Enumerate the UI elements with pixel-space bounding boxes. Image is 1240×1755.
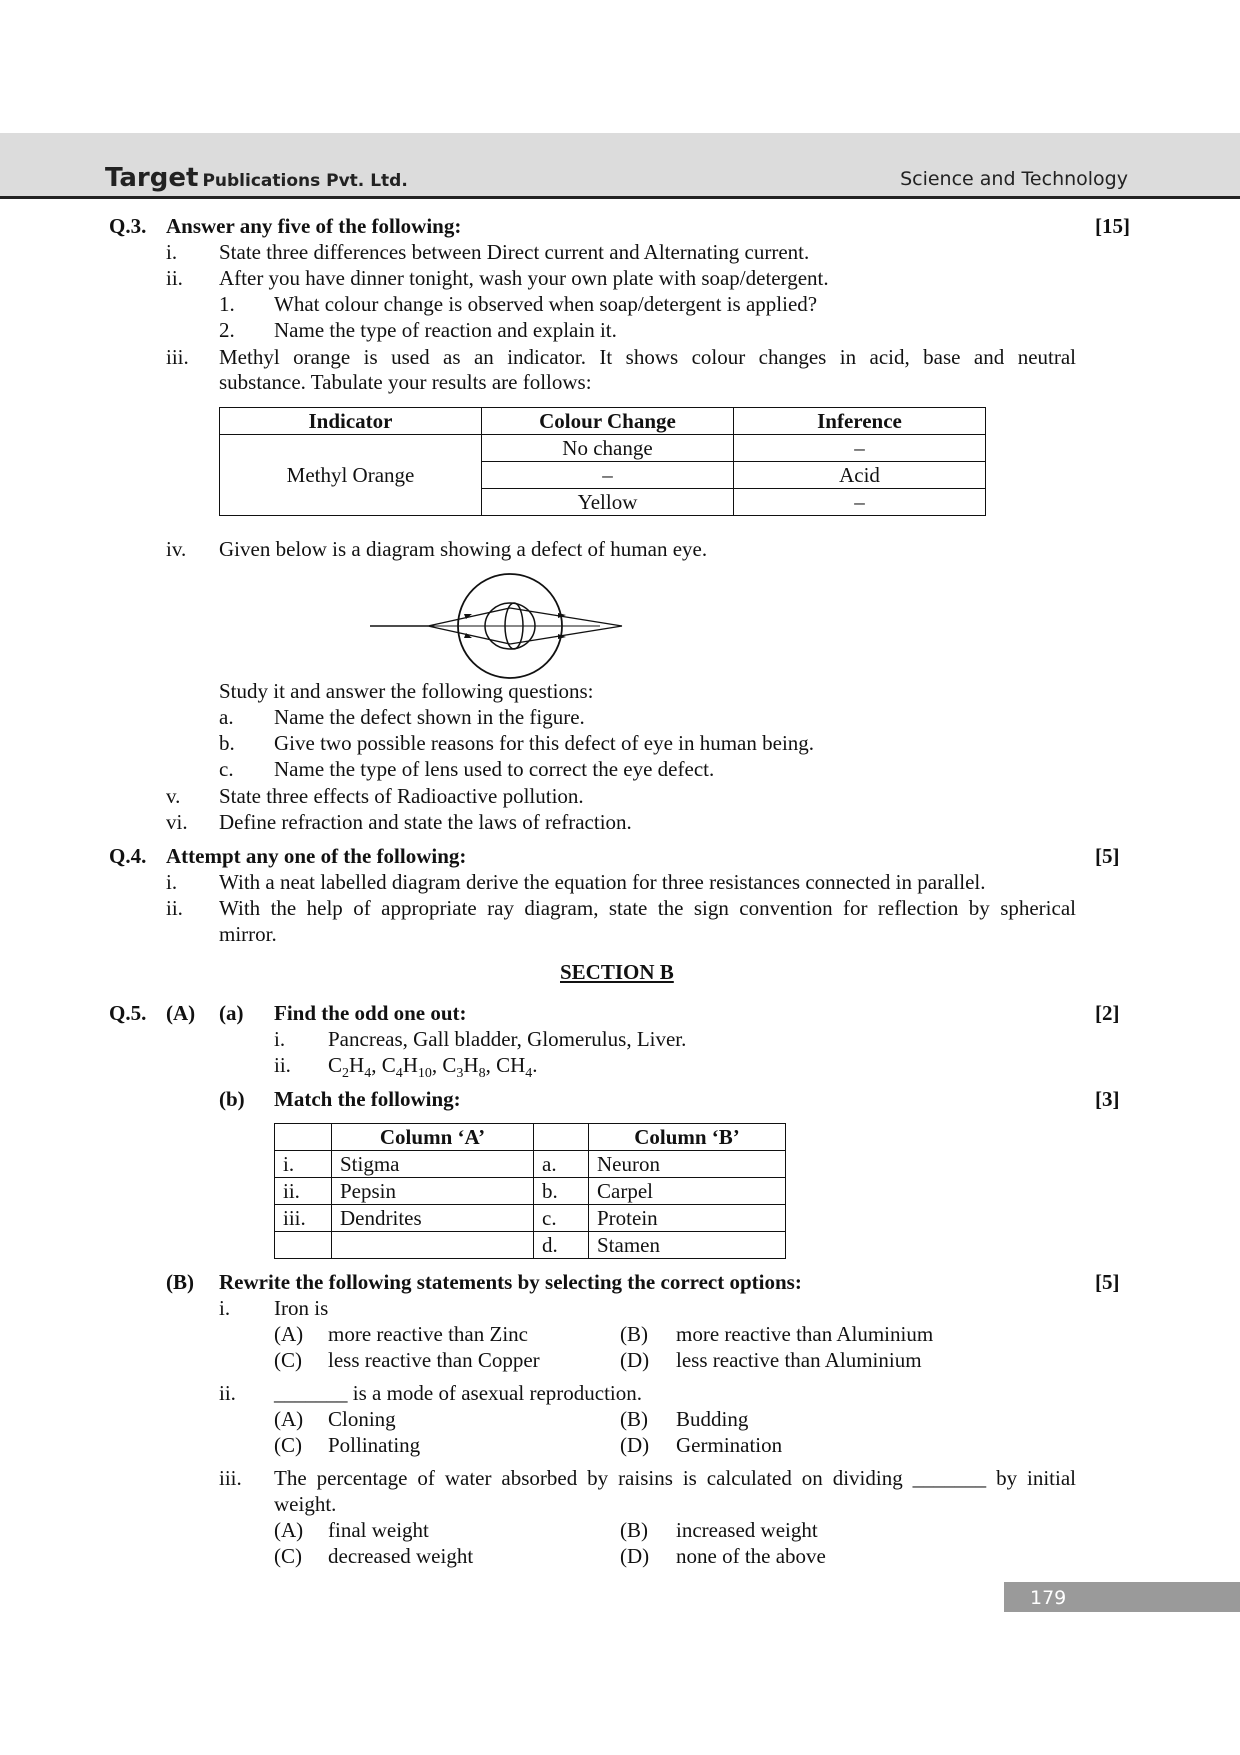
- ray-lower-out: [510, 626, 622, 644]
- table-cell: Dendrites: [332, 1205, 534, 1232]
- table-cell: c.: [534, 1205, 589, 1232]
- q4-ii-num: ii.: [166, 896, 183, 920]
- mcq-3-num: iii.: [219, 1466, 242, 1490]
- formula: $C_4H_{10}$,: [381, 1053, 443, 1082]
- table-cell: i.: [275, 1151, 332, 1178]
- mcq-1-num: i.: [219, 1296, 231, 1320]
- q4-number: Q.4.: [109, 844, 147, 868]
- table-cell: Stigma: [332, 1151, 534, 1178]
- option-label: (C): [274, 1348, 302, 1372]
- q4-i-num: i.: [166, 870, 178, 894]
- option-label: (D): [620, 1433, 650, 1457]
- option-label: (C): [274, 1433, 302, 1457]
- option-text: none of the above: [676, 1544, 826, 1568]
- table-header: Indicator: [220, 408, 482, 435]
- option-text: less reactive than Copper: [328, 1348, 540, 1372]
- q3-v-num: v.: [166, 784, 181, 808]
- match-table: [274, 1123, 786, 1259]
- ray-lower-in: [428, 626, 510, 644]
- table-cell: Carpel: [589, 1178, 786, 1205]
- table-cell: Pepsin: [332, 1178, 534, 1205]
- q3-ii-sub1-num: 1.: [219, 292, 235, 316]
- q5-A-label: (A): [166, 1001, 196, 1025]
- option-text: final weight: [328, 1518, 429, 1542]
- option-text: increased weight: [676, 1518, 818, 1542]
- q5-a-i-text: Pancreas, Gall bladder, Glomerulus, Liver.: [328, 1027, 687, 1051]
- formula: $C_2H_4$,: [328, 1053, 382, 1082]
- q3-iv-num: iv.: [166, 537, 187, 561]
- brand-main: Target: [105, 163, 199, 193]
- q3-iv-c: Name the type of lens used to correct the eye defect.: [274, 757, 715, 781]
- q5-b-title: Match the following:: [274, 1087, 461, 1111]
- q3-vi-num: vi.: [166, 810, 188, 834]
- table-cell: No change: [482, 435, 734, 462]
- mcq-2-num: ii.: [219, 1381, 236, 1405]
- option-label: (B): [620, 1322, 648, 1346]
- q3-i-text: State three differences between Direct current and Alternating current.: [219, 240, 810, 264]
- q3-iv-a-num: a.: [219, 705, 234, 729]
- table-cell: [332, 1232, 534, 1259]
- formula: $C_3H_8$,: [442, 1053, 497, 1082]
- table-cell: d.: [534, 1232, 589, 1259]
- option-text: Pollinating: [328, 1433, 421, 1457]
- mcq-3-stem-line1: The percentage of water absorbed by raisins is calculated on dividing _______ by initial: [274, 1466, 1076, 1490]
- q3-ii-sub2-num: 2.: [219, 318, 235, 342]
- table-cell: [275, 1124, 332, 1151]
- q3-marks: [15]: [1095, 214, 1130, 238]
- q3-ii-text: After you have dinner tonight, wash your own plate with soap/detergent.: [219, 266, 829, 290]
- q5-B-label: (B): [166, 1270, 194, 1294]
- q5-number: Q.5.: [109, 1001, 147, 1025]
- formula: $CH_4$.: [496, 1053, 538, 1082]
- q5-B-marks: [5]: [1095, 1270, 1120, 1294]
- option-text: more reactive than Aluminium: [676, 1322, 934, 1346]
- table-cell: a.: [534, 1151, 589, 1178]
- ray-upper-out: [510, 608, 622, 626]
- table-cell: Protein: [589, 1205, 786, 1232]
- q3-iv-study: Study it and answer the following questions:: [219, 679, 594, 703]
- header-rule: [0, 196, 1240, 199]
- q5-a-marks: [2]: [1095, 1001, 1120, 1025]
- q3-i-num: i.: [166, 240, 178, 264]
- q3-iv-a: Name the defect shown in the figure.: [274, 705, 585, 729]
- q4-ii-line2: mirror.: [219, 922, 277, 946]
- table-cell: [275, 1232, 332, 1259]
- table-cell: –: [734, 489, 986, 516]
- eye-defect-diagram: [360, 570, 630, 682]
- option-text: more reactive than Zinc: [328, 1322, 528, 1346]
- q5-a-ii-num: ii.: [274, 1053, 291, 1077]
- q5-a-ii-formulas: [328, 1055, 538, 1081]
- q4-title: Attempt any one of the following:: [166, 844, 467, 868]
- q3-iv-text: Given below is a diagram showing a defect of human eye.: [219, 537, 708, 561]
- table-cell: [534, 1124, 589, 1151]
- option-label: (A): [274, 1407, 304, 1431]
- table-header: Column ‘B’: [589, 1124, 786, 1151]
- q3-iii-num: iii.: [166, 345, 189, 369]
- page-number: 179: [1030, 1587, 1067, 1609]
- option-text: Germination: [676, 1433, 783, 1457]
- q3-vi-text: Define refraction and state the laws of refraction.: [219, 810, 632, 834]
- q5-a-label: (a): [219, 1001, 244, 1025]
- q3-iv-b: Give two possible reasons for this defect of eye in human being.: [274, 731, 815, 755]
- q5-a-i-num: i.: [274, 1027, 286, 1051]
- option-label: (B): [620, 1407, 648, 1431]
- option-text: Cloning: [328, 1407, 396, 1431]
- q3-iv-c-num: c.: [219, 757, 234, 781]
- option-label: (D): [620, 1348, 650, 1372]
- q3-iii-line2: substance. Tabulate your results are follows:: [219, 370, 592, 394]
- publisher-logo: [105, 163, 408, 193]
- q5-b-marks: [3]: [1095, 1087, 1120, 1111]
- q4-marks: [5]: [1095, 844, 1120, 868]
- option-text: decreased weight: [328, 1544, 474, 1568]
- q3-ii-sub1: What colour change is observed when soap/detergent is applied?: [274, 292, 818, 316]
- table-cell: ii.: [275, 1178, 332, 1205]
- table-cell: b.: [534, 1178, 589, 1205]
- table-cell: Yellow: [482, 489, 734, 516]
- table-header: Colour Change: [482, 408, 734, 435]
- option-label: (D): [620, 1544, 650, 1568]
- table-header: Column ‘A’: [332, 1124, 534, 1151]
- q4-i-text: With a neat labelled diagram derive the equation for three resistances connected in parallel.: [219, 870, 986, 894]
- option-label: (A): [274, 1518, 304, 1542]
- mcq-1-stem: Iron is: [274, 1296, 329, 1320]
- option-text: less reactive than Aluminium: [676, 1348, 922, 1372]
- option-text: Budding: [676, 1407, 749, 1431]
- option-label: (A): [274, 1322, 304, 1346]
- q5-b-label: (b): [219, 1087, 245, 1111]
- table-cell: –: [482, 462, 734, 489]
- option-label: (B): [620, 1518, 648, 1542]
- table-cell: Acid: [734, 462, 986, 489]
- subject-title: Science and Technology: [900, 168, 1128, 190]
- table-header: Inference: [734, 408, 986, 435]
- table-cell: Stamen: [589, 1232, 786, 1259]
- q3-number: Q.3.: [109, 214, 147, 238]
- q3-ii-num: ii.: [166, 266, 183, 290]
- indicator-table: [219, 407, 986, 516]
- ray-upper-in: [428, 608, 510, 626]
- mcq-2-stem: _______ is a mode of asexual reproduction.: [274, 1381, 642, 1405]
- table-cell: iii.: [275, 1205, 332, 1232]
- q5-B-title: Rewrite the following statements by selecting the correct options:: [219, 1270, 802, 1294]
- option-label: (C): [274, 1544, 302, 1568]
- q3-title: Answer any five of the following:: [166, 214, 462, 238]
- q4-ii-line1: With the help of appropriate ray diagram, state the sign convention for reflection by spherical: [219, 896, 1076, 920]
- brand-sub: Publications Pvt. Ltd.: [202, 171, 408, 191]
- table-cell: Neuron: [589, 1151, 786, 1178]
- q3-ii-sub2: Name the type of reaction and explain it.: [274, 318, 617, 342]
- mcq-3-stem-line2: weight.: [274, 1492, 337, 1516]
- table-cell: –: [734, 435, 986, 462]
- q3-iv-b-num: b.: [219, 731, 235, 755]
- q3-v-text: State three effects of Radioactive pollution.: [219, 784, 584, 808]
- section-b-heading: SECTION B: [560, 960, 674, 984]
- q5-a-title: Find the odd one out:: [274, 1001, 467, 1025]
- q3-iii-line1: Methyl orange is used as an indicator. It shows colour changes in acid, base and neutral: [219, 345, 1076, 369]
- indicator-cell: Methyl Orange: [220, 435, 482, 516]
